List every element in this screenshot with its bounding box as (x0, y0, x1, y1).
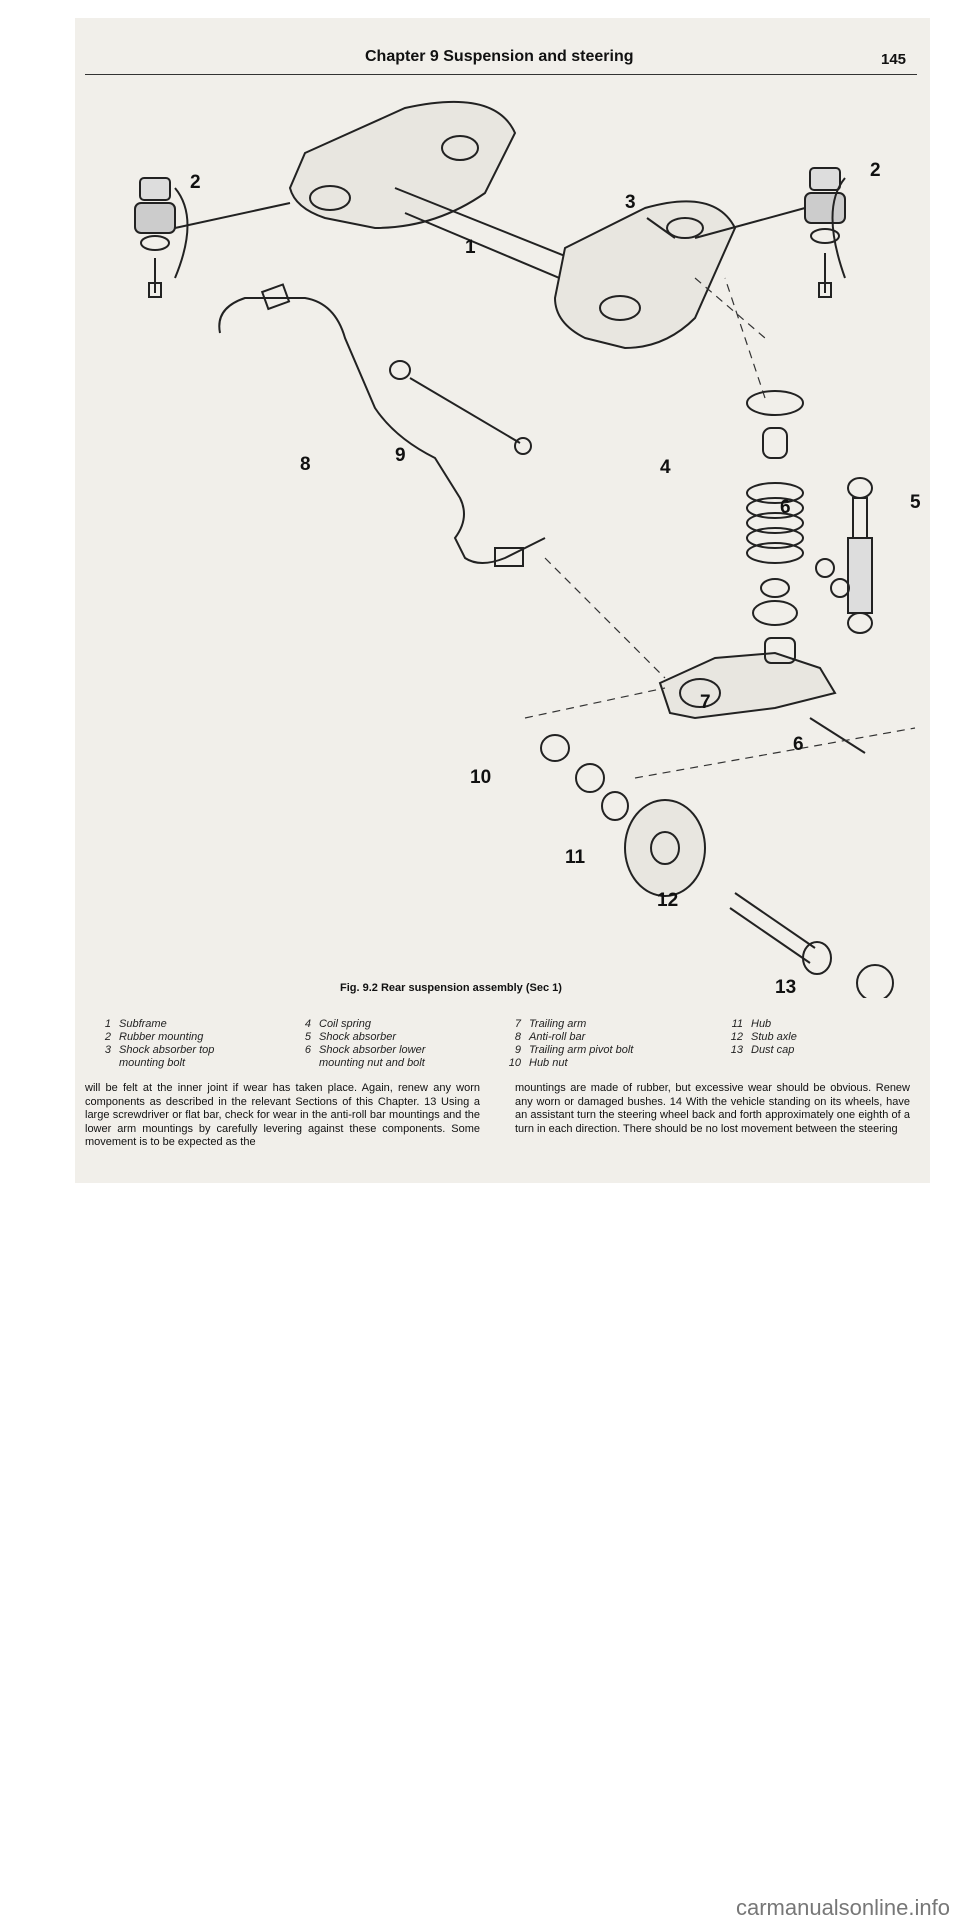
body-paragraph-right: mountings are made of rubber, but excessive wear should be obvious. Renew any worn or damaged bushes. 14 With the vehicle standing on its wheels, have an assistant turn the steering wheel back and forth approximately one eighth of a turn in each direction. There should be no lost movement between the steering (515, 1082, 910, 1135)
legend-item: 1 Subframe (104, 1018, 167, 1030)
legend-item: 9 Trailing arm pivot bolt (514, 1044, 634, 1056)
callout-9: 9 (395, 445, 406, 466)
callout-labels (190, 160, 921, 998)
manual-page (75, 18, 930, 1183)
watermark: carmanualsonline.info (735, 1895, 950, 1920)
legend-col-3 (503, 1018, 633, 1070)
rubber-mounting-left (135, 178, 175, 297)
legend-item: 12 Stub axle (730, 1031, 797, 1043)
legend-item: 4 Coil spring (304, 1018, 371, 1030)
legend-col-4 (725, 1018, 797, 1057)
body-paragraph-left: will be felt at the inner joint if wear has taken place. Again, renew any worn components as described in the relevant Sections of this Chapter. 13 Using a large screwdriver or flat bar, check for wear in the anti-roll bar mountings and the lower arm mountings by carefully levering against these components. Some movement is to be expected as the (85, 1082, 480, 1148)
page-number: 145 (881, 51, 907, 68)
rear-suspension-diagram (75, 78, 930, 998)
dust-cap (857, 965, 893, 998)
trailing-arm (660, 653, 835, 718)
callout-13: 13 (775, 977, 797, 998)
body-text-right (515, 1082, 910, 1136)
legend-item: 6 Shock absorber lower (304, 1044, 426, 1056)
callout-11: 11 (565, 847, 586, 868)
hub (625, 800, 705, 896)
callout-6-upper: 6 (780, 497, 791, 518)
legend-item: 10 Hub nut (508, 1057, 568, 1069)
page-header (75, 18, 930, 78)
legend-item: 5 Shock absorber (304, 1031, 397, 1043)
legend-item: 3 Shock absorber top (104, 1044, 215, 1056)
trailing-arm-pivot-bolt (410, 378, 520, 443)
shock-absorber (848, 478, 872, 633)
callout-2-left: 2 (190, 172, 201, 193)
header-rule (85, 74, 917, 75)
legend-item: mounting nut and bolt (319, 1057, 425, 1069)
callout-10: 10 (470, 767, 492, 788)
callout-4: 4 (660, 457, 671, 478)
legend-item: 11 Hub (731, 1018, 772, 1030)
legend-col-2 (293, 1018, 425, 1070)
callout-2-right: 2 (870, 160, 881, 181)
callout-7: 7 (700, 692, 711, 713)
legend-item: 2 Rubber mounting (104, 1031, 204, 1043)
coil-spring (747, 391, 803, 625)
legend-item: 8 Anti-roll bar (514, 1031, 586, 1043)
callout-5: 5 (910, 492, 921, 513)
callout-3: 3 (625, 192, 636, 213)
callout-12: 12 (657, 890, 679, 911)
legend-item: 7 Trailing arm (514, 1018, 587, 1030)
legend-col-1 (93, 1018, 214, 1070)
chapter-title: Chapter 9 Suspension and steering (365, 48, 634, 65)
subframe-right (555, 201, 735, 348)
legend-item: 13 Dust cap (730, 1044, 795, 1056)
body-text-left (85, 1082, 480, 1150)
figure-caption: Fig. 9.2 Rear suspension assembly (Sec 1) (340, 982, 562, 994)
callout-1: 1 (465, 237, 476, 258)
anti-roll-bar (219, 298, 545, 563)
callout-6-lower: 6 (793, 734, 804, 755)
legend-item: mounting bolt (119, 1057, 186, 1069)
callout-8: 8 (300, 454, 311, 475)
